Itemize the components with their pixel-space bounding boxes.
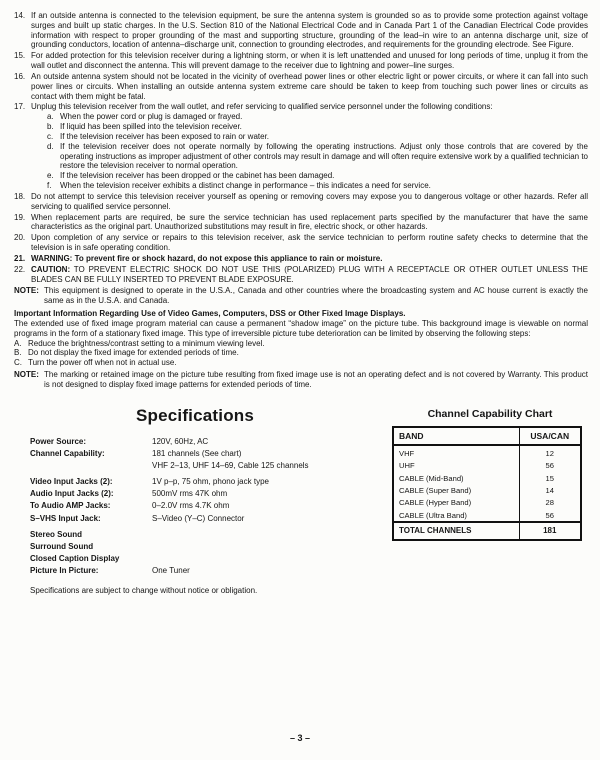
note-text: The marking or retained image on the picture tube resulting from fixed image use is not an operating defect and is not covered by Warranty. This product is not designed to display fixed image patterns for extended periods of time. [44,369,588,389]
item-text: For added protection for this television receiver during a lightning storm, or when it is left unattended and unused for long periods of time, unplug it from the wall outlet and disconnect the antenna. This will prevent damage to the receiver due to lightning and power–line surges. [31,51,588,71]
item-number: 20. [14,233,26,243]
safety-item-16 [14,72,588,101]
sub-item-text: If the television receiver does not operate normally by following the operating instructions. Adjust only those controls that are covered by the operating instructions as improper adjustment of other controls may result in damage and will often require extensive work by a qualified technician to restore the television receiver to normal operation. [60,141,588,171]
table-row-total [393,522,581,540]
sub-item-letter: a. [47,112,54,122]
spec-value: VHF 2–13, UHF 14–69, Cable 125 channels [152,460,309,470]
spec-row-channel-capability [30,449,392,458]
spec-row-pip [30,566,392,575]
warning-label: WARNING: [31,253,73,263]
step-text: Reduce the brightness/contrast setting to a minimum viewing level. [28,338,265,348]
spec-label: S–VHS Input Jack: [30,513,101,523]
band-cell: VHF [399,449,415,458]
count-cell: 56 [519,509,581,522]
table-row-cable-super [393,484,581,496]
spec-row-svhs [30,514,392,523]
band-cell: CABLE (Hyper Band) [399,498,472,508]
count-cell: 12 [519,445,581,460]
safety-item-14 [14,11,588,50]
spec-value [152,554,392,563]
spec-label: Stereo Sound [30,529,83,539]
sub-item-text: If the television receiver has been dropped or the cabinet has been damaged. [60,171,335,181]
warning-text: To prevent fire or shock hazard, do not expose this appliance to rain or moisture. [74,253,383,263]
sub-item-f [31,181,588,191]
spec-value: 0–2.0V rms 4.7K ohm [152,501,230,511]
sub-item-e [31,171,588,181]
spec-value: 181 channels (See chart) [152,448,242,458]
bottom-section [14,406,588,596]
caution-text: TO PREVENT ELECTRIC SHOCK DO NOT USE THIS (POLARIZED) PLUG WITH A RECEPTACLE OR OTHER OUTLET UNLESS THE BLADES CAN BE FULLY INSERTED TO PREVENT BLADE EXPOSURE. [31,264,589,284]
specifications-section [14,406,392,596]
fixed-image-step-a [14,339,588,349]
item-number: 16. [14,71,26,81]
note-label: NOTE: [14,286,39,296]
spec-value: S–Video (Y–C) Connector [152,513,245,523]
channel-chart-section [392,406,588,596]
item-text: Upon completion of any service or repairs to this television receiver, ask the service technician to perform routine safety checks to determine that the television is in safe operating condition. [31,233,588,253]
count-cell: 14 [519,484,581,496]
count-cell: 56 [519,460,581,472]
fixed-image-section [14,309,588,368]
table-row-uhf [393,460,581,472]
spec-value [152,542,392,551]
spec-label [30,461,152,470]
item-text [31,265,588,285]
item-number: 17. [14,102,26,112]
spec-value: 1V p–p, 75 ohm, phono jack type [152,477,269,487]
table-row-vhf [393,445,581,460]
step-letter: C. [14,358,22,368]
fixed-image-body: The extended use of fixed image program material can cause a permanent “shadow image” on the picture tube. This background image is viewable on normal programs in the form of a stationary fixed image. This type of irreversible picture tube deterioration can be limited by observing the following steps: [14,318,588,338]
spec-row-channel-detail [30,461,392,470]
sub-item-d [31,142,588,171]
specifications-title: Specifications [135,405,255,425]
item-number: 15. [14,51,26,61]
spec-label: Surround Sound [30,542,94,552]
safety-item-21-warning [14,254,588,264]
total-count-cell: 181 [519,522,581,540]
caution-label: CAUTION: [31,264,71,274]
sub-item-b [31,122,588,132]
fixed-image-step-c [14,358,588,368]
item-text: Unplug this television receiver from the wall outlet, and refer servicing to qualified service personnel under the following conditions: [31,102,493,112]
spec-label: Power Source: [30,436,87,446]
safety-item-22-caution [14,265,588,285]
item-number: 19. [14,212,26,222]
channel-chart-title: Channel Capability Chart [427,407,553,420]
spec-row-power [30,437,392,446]
sub-item-a [31,112,588,122]
spec-row-audio-amp [30,501,392,510]
table-header-row [393,427,581,445]
band-cell: UHF [399,461,415,471]
step-letter: A. [14,338,22,348]
count-cell: 15 [519,472,581,484]
fixed-image-step-b [14,348,588,358]
total-label-cell: TOTAL CHANNELS [393,522,519,540]
fixed-image-title: Important Information Regarding Use of Video Games, Computers, DSS or Other Fixed Image Displays. [14,309,406,319]
item-text: Do not attempt to service this television receiver yourself as opening or removing covers may expose you to dangerous voltage or other hazards. Refer all servicing to qualified service personnel. [31,191,588,211]
sub-item-c [31,132,588,142]
item-number: 21. [14,253,26,263]
table-header-band: BAND [393,427,519,445]
spec-label: Closed Caption Display [30,554,120,564]
channel-capability-table [392,426,582,542]
item-number: 22. [14,264,26,274]
safety-item-18 [14,192,588,212]
specifications-disclaimer: Specifications are subject to change without notice or obligation. [30,585,258,595]
sub-item-letter: d. [47,141,54,151]
spec-row-audio-input [30,489,392,498]
page-number: – 3 – [289,732,311,743]
item-number: 18. [14,191,26,201]
spec-label: Channel Capability: [30,448,105,458]
spec-row-stereo [30,530,392,539]
note-broadcasting [14,286,588,306]
spec-value: 120V, 60Hz, AC [152,436,209,446]
item-text [31,254,588,264]
item-text: An outside antenna system should not be located in the vicinity of overhead power lines or other electric light or power circuits, or where it can fall into such power lines or circuits. When installing an outside antenna system extreme care should be taken to keep from touching such power lines or circuits as contact with them might be fatal. [31,71,588,101]
spec-value [152,530,392,539]
band-cell: CABLE (Ultra Band) [399,510,467,520]
band-cell: CABLE (Mid-Band) [399,473,464,483]
sub-item-text: If the television receiver has been exposed to rain or water. [60,131,270,141]
step-text: Do not display the fixed image for extended periods of time. [28,348,239,358]
spec-label: Audio Input Jacks (2): [30,489,114,499]
safety-item-20 [14,233,588,253]
band-cell: CABLE (Super Band) [399,485,472,495]
safety-item-15 [14,51,588,71]
spec-row-video-input [30,477,392,486]
safety-item-19 [14,213,588,233]
item-body [31,102,588,190]
spec-row-closed-caption [30,554,392,563]
step-letter: B. [14,348,22,358]
spec-label: To Audio AMP Jacks: [30,501,111,511]
spec-label: Video Input Jacks (2): [30,477,113,487]
sub-item-text: When the television receiver exhibits a distinct change in performance – this indicates a need for service. [60,181,431,191]
item-number: 14. [14,11,26,20]
sub-item-letter: c. [47,131,54,141]
sub-item-letter: e. [47,171,54,181]
note-warranty [14,370,588,390]
sub-item-letter: f. [47,181,52,191]
item-text: When replacement parts are required, be sure the service technician has used replacement parts specified by the manufacturer that have the same characteristics as the original part. Unauthorized substitutions may result in fire, electric shock, or other hazards. [31,212,588,232]
step-text: Turn the power off when not in actual use. [28,358,177,368]
table-row-cable-mid [393,472,581,484]
spec-value: One Tuner [152,566,190,576]
table-header-usa-can: USA/CAN [519,427,581,445]
sub-item-text: When the power cord or plug is damaged or frayed. [60,112,243,122]
note-label: NOTE: [14,369,39,379]
spec-label: Picture In Picture: [30,566,99,576]
note-text: This equipment is designed to operate in the U.S.A., Canada and other countries where the broadcasting system and AC house current is exactly the same as in the U.S.A. and Canada. [44,286,588,306]
spec-value: 500mV rms 47K ohm [152,489,228,499]
sub-item-text: If liquid has been spilled into the television receiver. [60,122,242,132]
table-row-cable-hyper [393,497,581,509]
count-cell: 28 [519,497,581,509]
safety-item-17 [14,102,588,190]
sub-item-letter: b. [47,122,54,132]
table-row-cable-ultra [393,509,581,522]
item-text: If an outside antenna is connected to the television equipment, be sure the antenna system is grounded so as to provide some protection against voltage surges and built up static charges. In the U.S. Section 810 of the National Electrical Code and in Canada Part 1 of the Canadian Electrical Code provides information with respect to proper grounding of the mast and supporting structure, grounding of the lead–in wire to an antenna discharge unit, size of grounding conductors, location of antenna–discharge unit, connection to grounding electrodes, and requirements for the grounding electrode. See Figure. [31,11,588,50]
spec-row-surround [30,542,392,551]
